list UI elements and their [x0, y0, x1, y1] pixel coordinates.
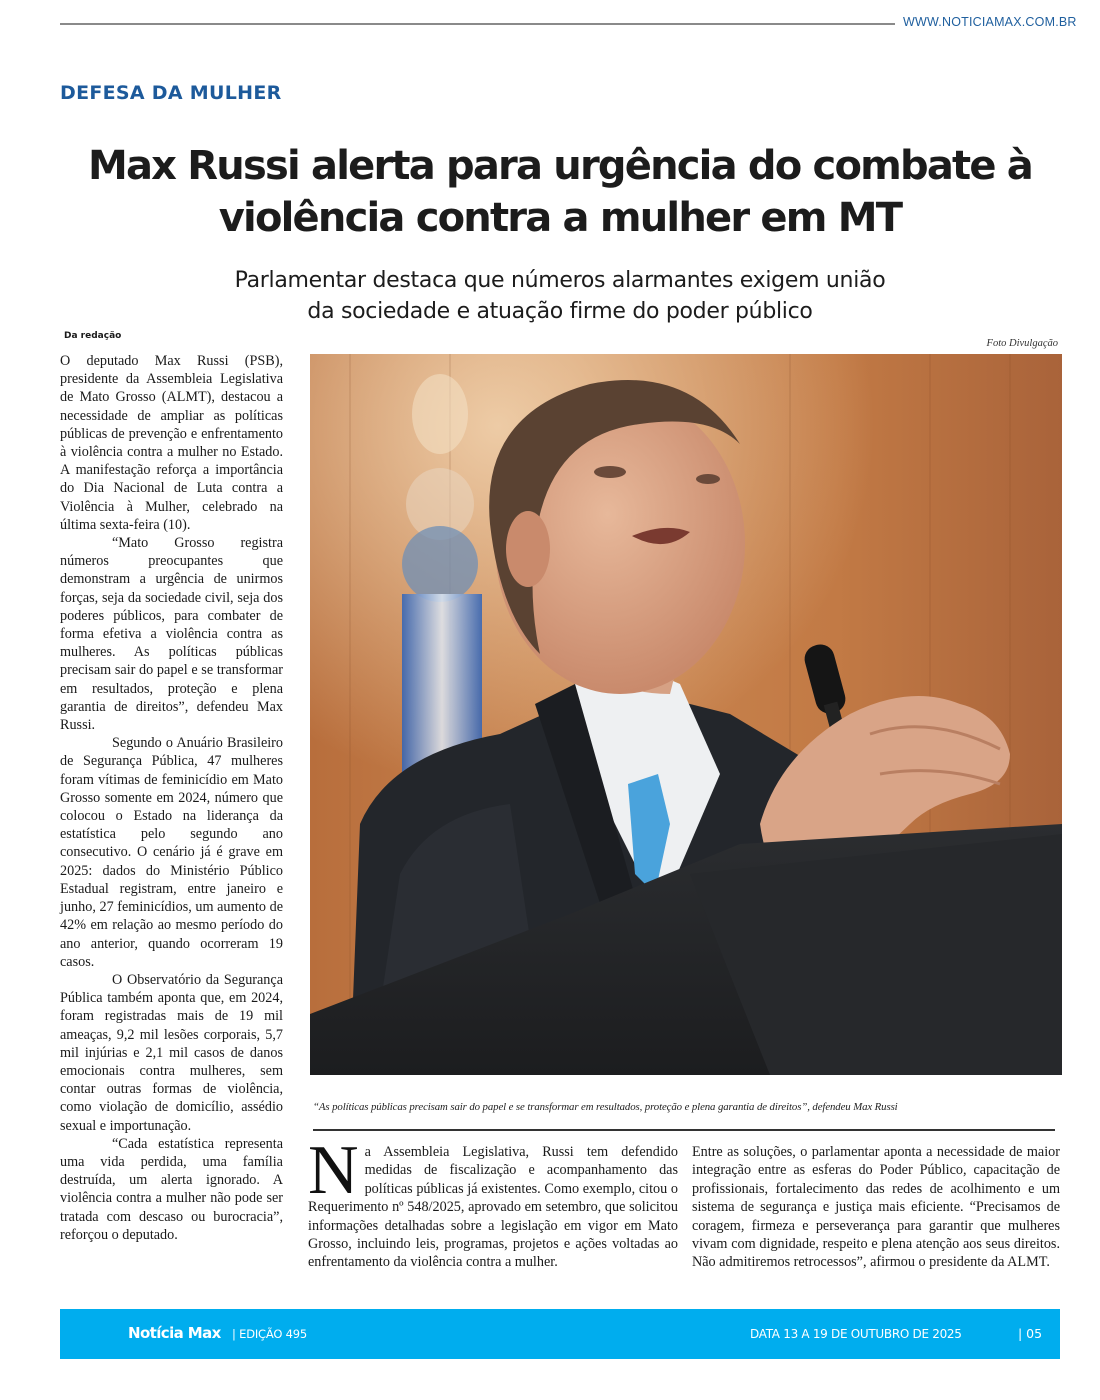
- paragraph: Segundo o Anuário Brasileiro de Segurança Pública, 47 mulheres foram vítimas de feminicídio em Mato Grosso somente em 2024, número que colocou o Estado na liderança da estatística pelo segundo ano consecutivo. O cenário já é grave em 2025: dados do Ministério Público Estadual registram, entre janeiro e junho, 27 feminicídios, um aumento de 42% em relação ao mesmo período do ano anterior, quando ocorreram 19 casos.: [60, 735, 283, 970]
- paragraph-text: a Assembleia Legislativa, Russi tem defendido medidas de fiscalização e acompanhamento das políticas públicas já existentes. Como exemplo, citou o Requerimento nº 548/2025, aprovado em setembro, que solicitou informações detalhadas sobre a legislação em vigor em Mato Grosso, incluindo leis, programas, projetos e ações voltadas ao enfrentamento da violência contra a mulher.: [308, 1144, 678, 1271]
- footer-brand: Notícia Max: [128, 1324, 221, 1342]
- article-column-middle: [308, 1132, 678, 1272]
- article-column-right: [692, 1143, 1060, 1272]
- header-rule: [60, 23, 895, 25]
- footer-edition: | EDIÇÃO 495: [232, 1327, 307, 1341]
- subheadline: [120, 265, 1000, 327]
- footer-bar: [60, 1309, 1060, 1359]
- paragraph: O Observatório da Segurança Pública também aponta que, em 2024, foram registradas mais de 19 mil ameaças, 9,2 mil lesões corporais, 5,7 mil injúrias e 2,1 mil casos de danos emocionais contra mulheres, sem contar outras formas de violência, como violação de domicílio, assédio sexual e importunação.: [60, 971, 283, 1134]
- photo-caption: “As políticas públicas precisam sair do papel e se transformar em resultados, proteção e plena garantia de direitos”, defendeu Max Russi: [313, 1101, 898, 1113]
- paragraph: Entre as soluções, o parlamentar aponta a necessidade de maior integração entre as esferas do Poder Público, capacitação de profissionais, fortalecimento das redes de acolhimento e um sistema de segurança e justiça mais eficiente. “Precisamos de coragem, firmeza e perseverança para garantir que mulheres vivam com dignidade, respeito e plena atenção aos seus direitos. Não admitiremos retrocessos”, afirmou o presidente da ALMT.: [692, 1144, 1060, 1271]
- headline: [60, 140, 1060, 244]
- photo-credit: Foto Divulgação: [986, 338, 1058, 349]
- paragraph: “Mato Grosso registra números preocupantes que demonstram a urgência de unirmos forças, seja da sociedade civil, seja dos poderes públicos, para combater de forma efetiva a violência contra as mulheres. As políticas públicas precisam sair do papel e se transformar em resultados, proteção e plena garantia de direitos”, defendeu Max Russi.: [60, 535, 283, 734]
- paragraph: [308, 1132, 678, 1272]
- photo-illustration: [310, 354, 1062, 1075]
- article-photo: [310, 354, 1062, 1075]
- subheadline-line-1: Parlamentar destaca que números alarmantes exigem união: [234, 268, 886, 293]
- paragraph: “Cada estatística representa uma vida perdida, uma família destruída, um alerta ignorado. A violência contra a mulher não pode ser tratada com descaso ou burocracia”, reforçou o deputado.: [60, 1135, 283, 1243]
- headline-line-2: violência contra a mulher em MT: [218, 195, 902, 241]
- article-column-left: [60, 352, 283, 1244]
- paragraph: O deputado Max Russi (PSB), presidente da Assembleia Legislativa de Mato Grosso (ALMT), destacou a necessidade de ampliar as políticas públicas de prevenção e enfrentamento à violência contra a mulher no Estado. A manifestação reforça a importância do Dia Nacional de Luta contra a Violência à Mulher, celebrado na última sexta-feira (10).: [60, 353, 283, 533]
- headline-line-1: Max Russi alerta para urgência do combate à: [87, 143, 1032, 189]
- byline: Da redação: [64, 331, 122, 341]
- subheadline-line-2: da sociedade e atuação firme do poder público: [307, 299, 813, 324]
- site-url[interactable]: WWW.NOTICIAMAX.COM.BR: [903, 15, 1077, 29]
- page-number: | 05: [1018, 1326, 1043, 1341]
- drop-cap: N: [308, 1132, 359, 1209]
- section-label: DEFESA DA MULHER: [60, 82, 282, 104]
- caption-divider: [313, 1129, 1055, 1131]
- footer-date: DATA 13 A 19 DE OUTUBRO DE 2025: [750, 1327, 962, 1341]
